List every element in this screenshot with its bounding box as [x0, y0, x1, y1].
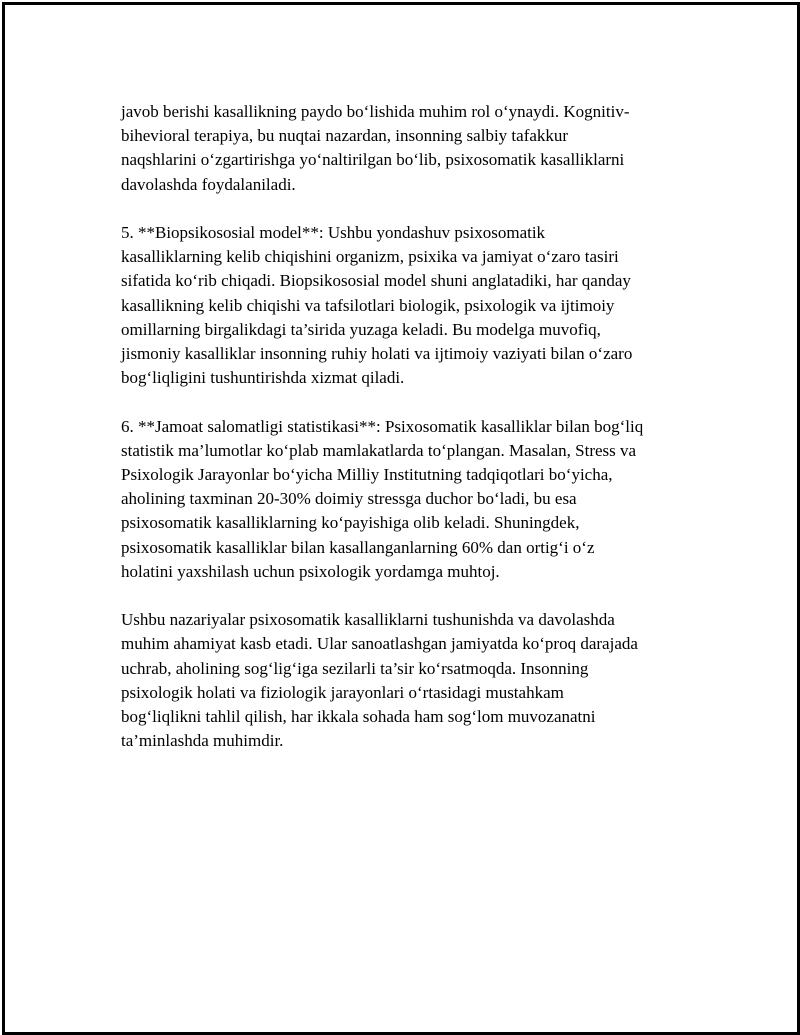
- paragraph-biopsychosocial-model: [121, 221, 701, 390]
- text-line: naqshlarini o‘zgartirishga yo‘naltirilgan bo‘lib, psixosomatik kasalliklarni: [121, 150, 625, 170]
- text-line: psixologik holati va fiziologik jarayonlari o‘rtasidagi mustahkam: [121, 682, 564, 702]
- page-frame: [2, 2, 800, 1035]
- text-line: bihevioral terapiya, bu nuqtai nazardan, insonning salbiy tafakkur: [121, 126, 569, 146]
- text-line: kasalliklarning kelib chiqishini organizm, psixika va jamiyat o‘zaro tasiri: [121, 247, 619, 267]
- paragraph-public-health-statistics: [121, 415, 701, 584]
- text-line: holatini yaxshilash uchun psixologik yordamga muhtoj.: [121, 561, 500, 581]
- text-line: jismoniy kasalliklar insonning ruhiy holati va ijtimoiy vaziyati bilan o‘zaro: [121, 344, 633, 364]
- text-line: 5. **Biopsikososial model**: Ushbu yondashuv psixosomatik: [121, 223, 546, 242]
- text-line: statistik ma’lumotlar ko‘plab mamlakatlarda to‘plangan. Masalan, Stress va: [121, 440, 637, 460]
- text-line: omillarning birgalikdagi ta’sirida yuzaga keladi. Bu modelga muvofiq,: [121, 319, 601, 339]
- document-body: [121, 100, 701, 778]
- text-line: 6. **Jamoat salomatligi statistikasi**: Psixosomatik kasalliklar bilan bog‘liq: [121, 416, 644, 436]
- text-line: Ushbu nazariyalar psixosomatik kasalliklarni tushunishda va davolashda: [121, 610, 615, 630]
- text-line: aholining taxminan 20-30% doimiy stressga duchor bo‘ladi, bu esa: [121, 489, 577, 509]
- text-line: muhim ahamiyat kasb etadi. Ular sanoatlashgan jamiyatda ko‘proq darajada: [121, 634, 638, 654]
- text-line: kasallikning kelib chiqishi va tafsilotlari biologik, psixologik va ijtimoiy: [121, 295, 615, 315]
- paragraph-cbt-continuation: [121, 100, 701, 197]
- paragraph-conclusion: [121, 608, 701, 753]
- text-line: sifatida ko‘rib chiqadi. Biopsikososial model shuni anglatadiki, har qanday: [121, 271, 631, 291]
- text-line: psixosomatik kasalliklarning ko‘payishiga olib keladi. Shuningdek,: [121, 513, 580, 533]
- text-line: davolashda foydalaniladi.: [121, 174, 296, 194]
- text-line: bog‘liqlikni tahlil qilish, har ikkala sohada ham sog‘lom muvozanatni: [121, 707, 596, 727]
- text-line: psixosomatik kasalliklar bilan kasallanganlarning 60% dan ortig‘i o‘z: [121, 537, 595, 557]
- text-line: Psixologik Jarayonlar bo‘yicha Milliy Institutning tadqiqotlari bo‘yicha,: [121, 465, 613, 485]
- text-line: uchrab, aholining sog‘lig‘iga sezilarli ta’sir ko‘rsatmoqda. Insonning: [121, 658, 589, 678]
- text-line: javob berishi kasallikning paydo bo‘lishida muhim rol o‘ynaydi. Kognitiv-: [121, 102, 630, 121]
- text-line: ta’minlashda muhimdir.: [121, 731, 284, 751]
- text-line: bog‘liqligini tushuntirishda xizmat qiladi.: [121, 368, 405, 388]
